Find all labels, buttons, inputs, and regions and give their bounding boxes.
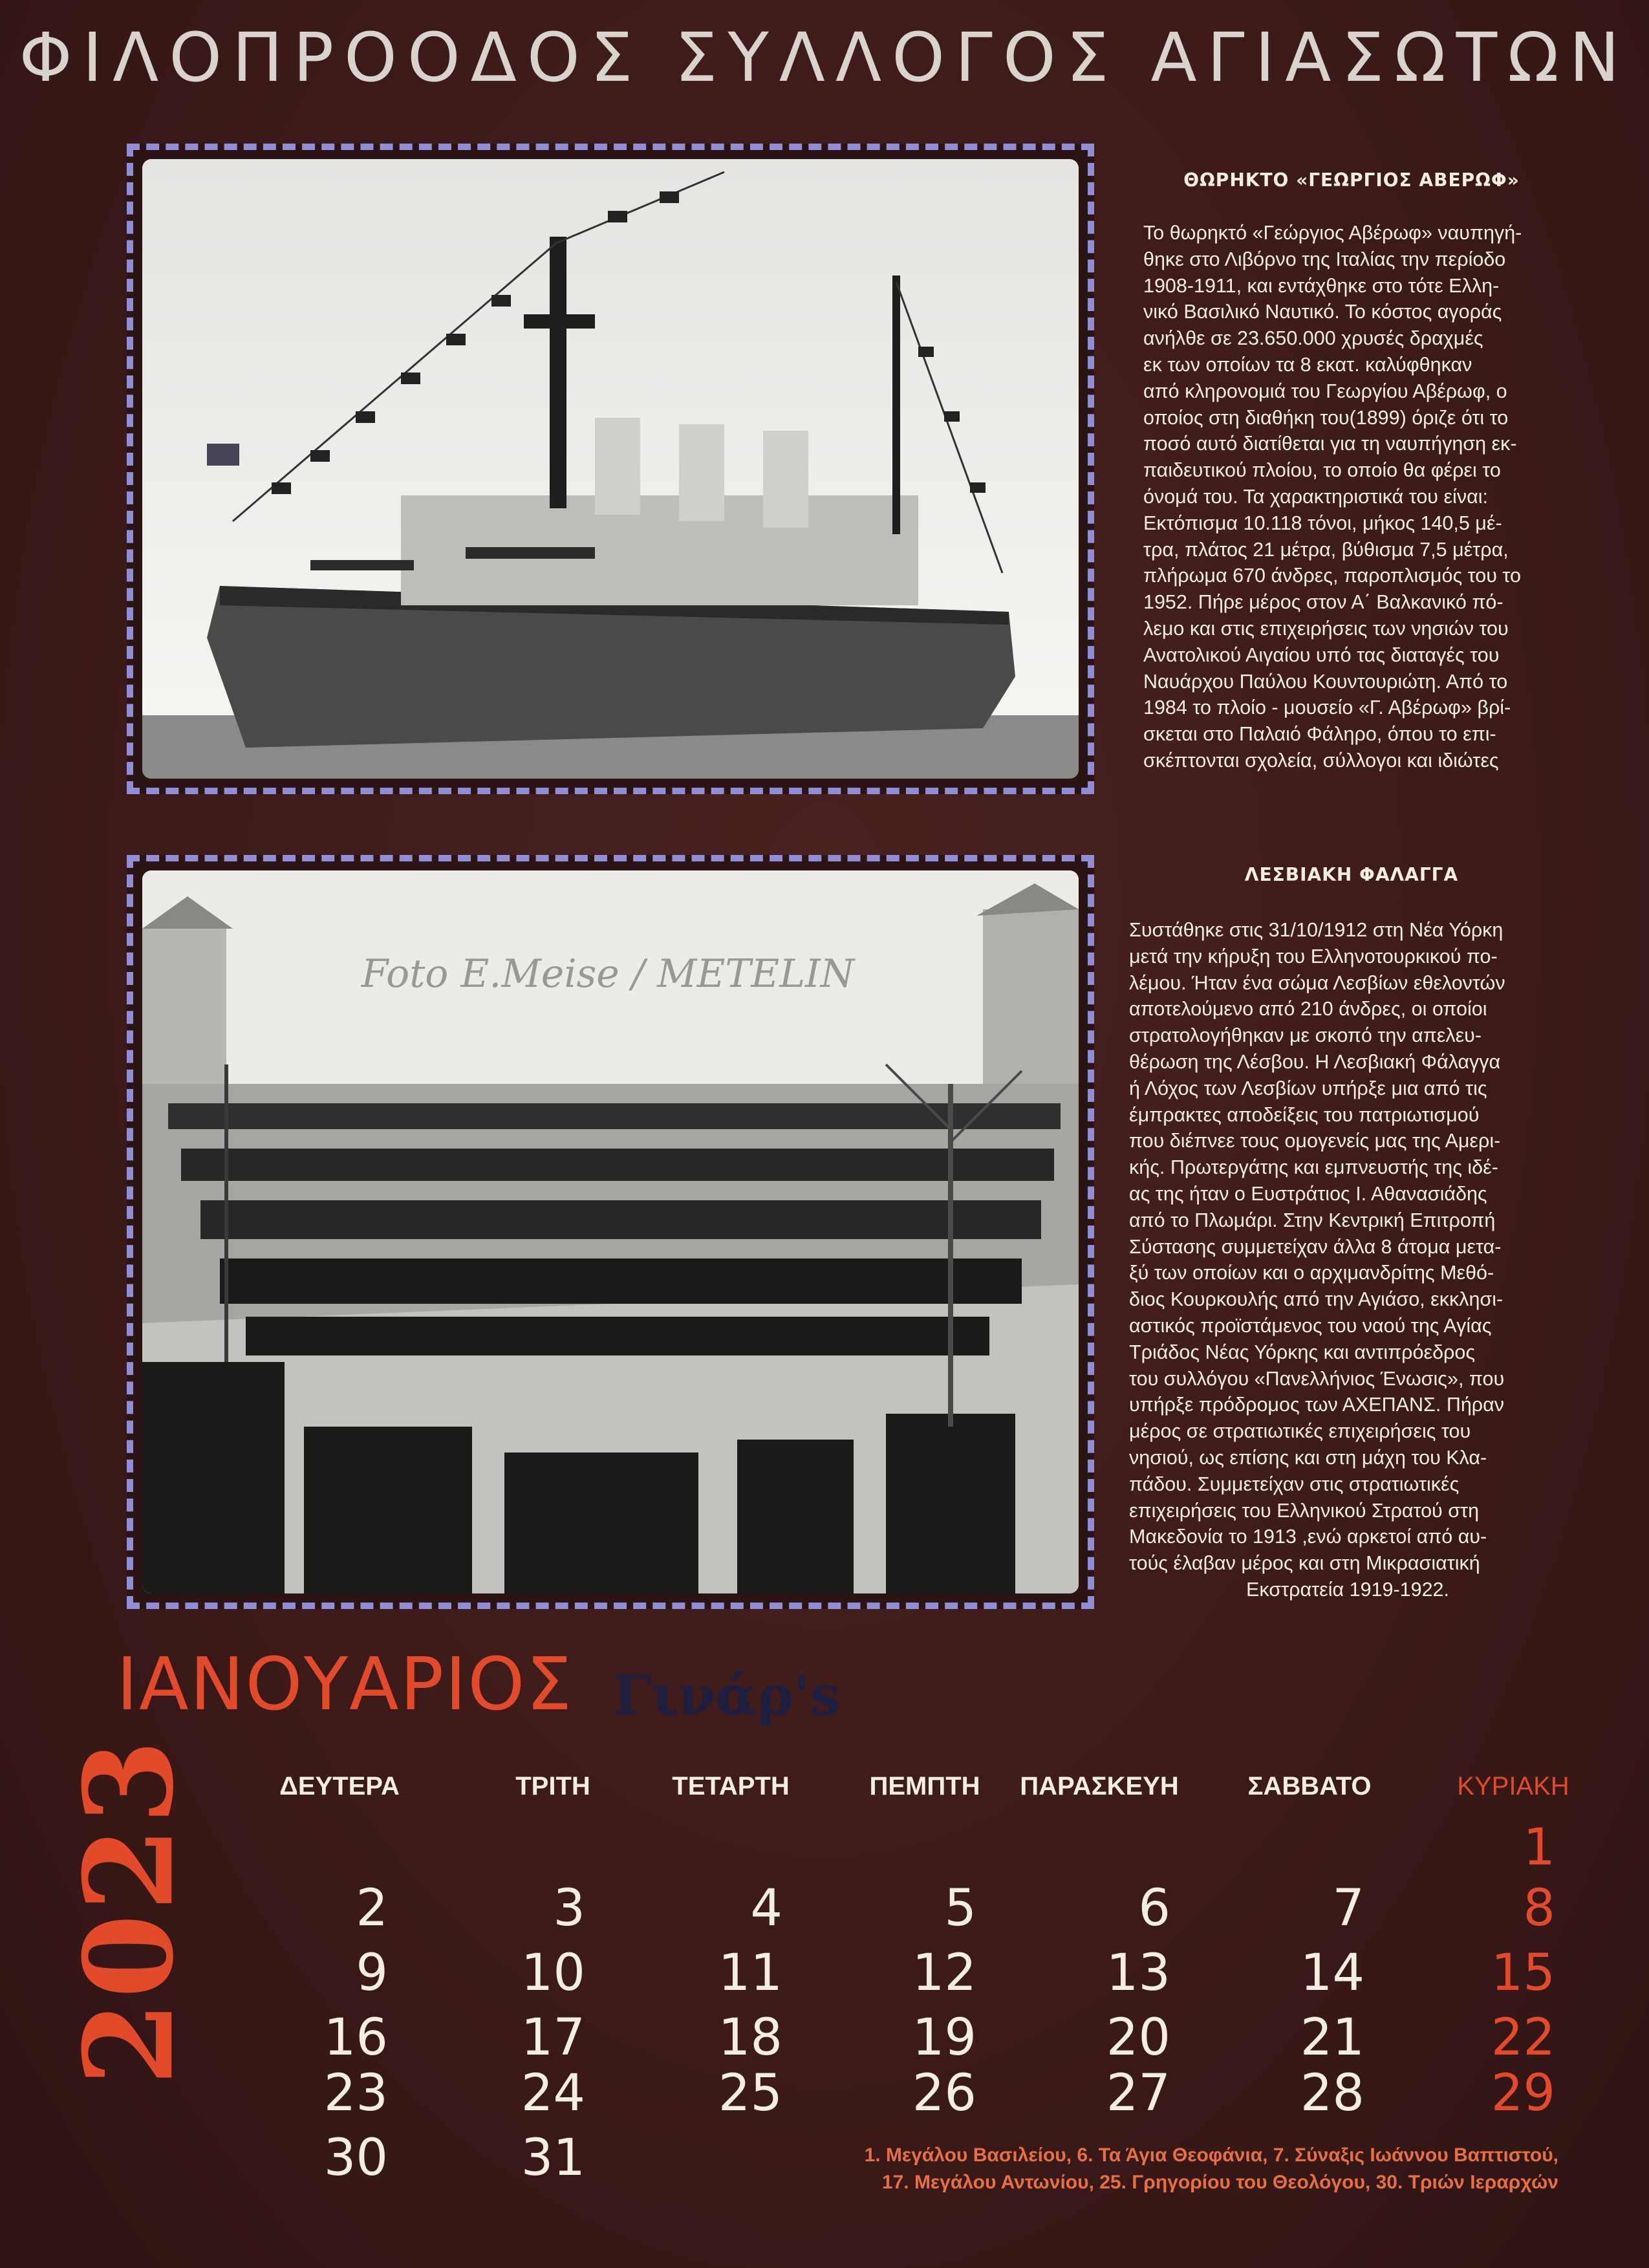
day-cell-sunday: 8 — [1523, 1879, 1555, 1938]
text-line: Το θωρηκτό «Γεώργιος Αβέρωφ» ναυπηγή- — [1143, 222, 1522, 244]
weekday-sunday: ΚΥΡΙΑΚΗ — [1457, 1772, 1569, 1800]
text-line: μετά την κήρυξη του Ελληνοτουρκικού πο- — [1129, 945, 1498, 967]
day-cell-tuesday: 10 — [521, 1944, 585, 2002]
text-line: ας της ήταν ο Ευστράτιος Ι. Αθανασιάδης — [1129, 1182, 1487, 1205]
day-cell-saturday: 28 — [1300, 2064, 1364, 2122]
weekday-monday: ΔΕΥΤΕΡΑ — [279, 1772, 400, 1800]
text-line: Σύστασης συμμετείχαν άλλα 8 άτομα μετα- — [1129, 1235, 1502, 1258]
weekday-friday: ΠΑΡΑΣΚΕΥΗ — [1020, 1772, 1179, 1800]
article-body-averof — [1143, 220, 1570, 774]
text-line: επιχειρήσεις του Ελληνικού Στρατού στη — [1129, 1499, 1480, 1522]
text-line: ανήλθε σε 23.650.000 χρυσές δραχμές — [1143, 327, 1483, 350]
text-line: από κληρονομιά του Γεωργίου Αβέρωφ, ο — [1143, 380, 1507, 402]
text-line: στρατολογήθηκαν με σκοπό την απελευ- — [1129, 1024, 1482, 1047]
day-cell-sunday: 15 — [1491, 1944, 1555, 2002]
text-line: ή Λόχος των Λεσβίων υπήρξε μια από τις — [1129, 1077, 1487, 1099]
day-cell-friday: 13 — [1106, 1944, 1170, 2002]
weekday-wednesday: ΤΕΤΑΡΤΗ — [672, 1772, 790, 1800]
text-line: όνομά του. Τα χαρακτηριστικά του είναι: — [1143, 485, 1488, 508]
day-cell-sunday: 29 — [1491, 2064, 1555, 2122]
day-cell-monday: 30 — [323, 2129, 388, 2187]
text-line: σκεται στο Παλαιό Φάληρο, όπου το επι- — [1143, 723, 1496, 746]
page-title: ΦΙΛΟΠΡΟΟΔΟΣ ΣΥΛΛΟΓΟΣ ΑΓΙΑΣΩΤΩΝ — [19, 18, 1630, 97]
text-line: αποτελούμενο από 210 άνδρες, οι οποίοι — [1129, 998, 1487, 1021]
text-line: Συστάθηκε στις 31/10/1912 στη Νέα Υόρκη — [1129, 919, 1503, 941]
text-line: πλήρωμα 670 άνδρες, παροπλισμός του το — [1143, 565, 1521, 587]
day-cell-friday: 6 — [1138, 1879, 1170, 1938]
photo-frame-phalanx — [127, 855, 1094, 1609]
text-line: τούς έλαβαν μέρος και στη Μικρασιατική — [1129, 1552, 1480, 1575]
day-cell-thursday: 19 — [912, 2009, 976, 2067]
holidays-line: 1. Μεγάλου Βασιλείου, 6. Τα Άγια Θεοφάνια, 7. Σύναξις Ιωάννου Βαπτιστού, — [864, 2144, 1558, 2166]
day-cell-tuesday: 17 — [521, 2009, 585, 2067]
battleship-photo — [142, 159, 1079, 779]
text-line: τρα, πλάτος 21 μέτρα, βύθισμα 7,5 μέτρα, — [1143, 538, 1509, 561]
day-cell-sunday: 22 — [1491, 2009, 1555, 2067]
day-cell-monday: 9 — [356, 1944, 388, 2002]
text-line: 1984 το πλοίο - μουσείο «Γ. Αβέρωφ» βρί- — [1143, 697, 1511, 719]
text-line: πάδου. Συμμετείχαν στις στρατιωτικές — [1129, 1473, 1460, 1495]
article-title-averof: ΘΩΡΗΚΤΟ «ΓΕΩΡΓΙΟΣ ΑΒΕΡΩΦ» — [1183, 169, 1520, 191]
text-line: εκ των οποίων τα 8 εκατ. καλύφθηκαν — [1143, 353, 1472, 376]
text-line: λέμου. Ήταν ένα σώμα Λεσβίων εθελοντών — [1129, 971, 1505, 994]
text-line: κής. Πρωτεργάτης και εμπνευστής της ιδέ- — [1129, 1156, 1498, 1179]
text-line: 1908-1911, και εντάχθηκε στο τότε Ελλη- — [1143, 274, 1500, 297]
text-line: θέρωση της Λέσβου. Η Λεσβιακή Φάλαγγα — [1129, 1050, 1501, 1073]
text-line: Μακεδονία το 1913 ,ενώ αρκετοί από αυ- — [1129, 1526, 1487, 1548]
article-body-phalanx — [1129, 917, 1566, 1603]
text-line: του συλλόγου «Πανελλήνιος Ένωσις», που — [1129, 1367, 1505, 1390]
day-cell-saturday: 7 — [1332, 1879, 1364, 1938]
text-line: ξύ των οποίων και ο αρχιμανδρίτης Μεθό- — [1129, 1262, 1494, 1284]
day-cell-tuesday: 24 — [521, 2064, 585, 2122]
day-cell-thursday: 12 — [912, 1944, 976, 2002]
day-cell-monday: 23 — [323, 2064, 388, 2122]
day-cell-wednesday: 18 — [718, 2009, 782, 2067]
day-cell-friday: 20 — [1106, 2009, 1170, 2067]
text-line: νησιού, ως επίσης και στη μάχη του Κλα- — [1129, 1446, 1487, 1469]
text-line: από το Πλωμάρι. Στην Κεντρική Επιτροπή — [1129, 1209, 1496, 1231]
day-cell-saturday: 14 — [1300, 1944, 1364, 2002]
year-text: 2023 — [58, 1736, 201, 2086]
year-label — [45, 1736, 213, 2086]
text-line: διος Κουρκουλής από την Αγιάσο, εκκλησι- — [1129, 1288, 1503, 1311]
day-cell-monday: 2 — [356, 1879, 388, 1938]
day-cell-thursday: 5 — [944, 1879, 976, 1938]
month-local-name: Γινάρ's — [613, 1663, 841, 1727]
text-line: σκέπτονται σχολεία, σύλλογοι και ιδιώτες — [1143, 749, 1499, 772]
text-line: αστικός προϊστάμενος του ναού της Αγίας — [1129, 1314, 1492, 1337]
day-cell-tuesday: 3 — [553, 1879, 585, 1938]
day-cell-sunday: 1 — [1523, 1819, 1555, 1877]
weekday-thursday: ΠΕΜΠΤΗ — [869, 1772, 980, 1800]
weekday-tuesday: ΤΡΙΤΗ — [515, 1772, 590, 1800]
text-line: οποίος στη διαθήκη του(1899) όριζε ότι το — [1143, 406, 1509, 429]
day-cell-monday: 16 — [323, 2009, 388, 2067]
day-cell-wednesday: 4 — [750, 1879, 782, 1938]
text-line: που διέπνεε τους ομογενείς μας της Αμερι- — [1129, 1130, 1501, 1152]
text-line: παιδευτικού πλοίου, το οποίο θα φέρει το — [1143, 459, 1501, 482]
day-cell-friday: 27 — [1106, 2064, 1170, 2122]
holidays-note — [865, 2142, 1558, 2196]
photo-watermark: Foto E.Meise / METELIN — [361, 951, 855, 997]
text-line: λεμο και στις επιχειρήσεις των νησιών του — [1143, 617, 1509, 640]
text-line: Ναυάρχου Παύλου Κουντουριώτη. Από το — [1143, 670, 1508, 693]
text-line: μέρος σε στρατιωτικές επιχειρήσεις του — [1129, 1420, 1471, 1443]
text-line: ποσό αυτό διατίθεται για τη ναυπήγηση εκ- — [1143, 433, 1517, 455]
text-line: Εκστρατεία 1919-1922. — [1246, 1578, 1449, 1601]
day-cell-saturday: 21 — [1300, 2009, 1364, 2067]
day-cell-wednesday: 25 — [718, 2064, 782, 2122]
text-line: νικό Βασιλικό Ναυτικό. Το κόστος αγοράς — [1143, 301, 1502, 323]
month-name: ΙΑΝΟΥΑΡΙΟΣ — [116, 1643, 574, 1727]
weekday-saturday: ΣΑΒΒΑΤΟ — [1247, 1772, 1372, 1800]
day-cell-wednesday: 11 — [718, 1944, 782, 2002]
text-line: θηκε στο Λιβόρνο της Ιταλίας την περίοδο — [1143, 248, 1506, 270]
day-cell-tuesday: 31 — [521, 2129, 585, 2187]
photo-frame-battleship — [127, 144, 1094, 794]
text-line: υπήρξε πρόδρομος των ΑΧΕΠΑΝΣ. Πήραν — [1129, 1394, 1505, 1416]
phalanx-photo — [142, 870, 1079, 1593]
article-title-phalanx: ΛΕΣΒΙΑΚΗ ΦΑΛΑΓΓΑ — [1244, 864, 1459, 885]
holidays-line: 17. Μεγάλου Αντωνίου, 25. Γρηγορίου του Θεολόγου, 30. Τριών Ιεραρχών — [881, 2172, 1558, 2193]
text-line: 1952. Πήρε μέρος στον Α΄ Βαλκανικό πό- — [1143, 591, 1503, 614]
day-cell-thursday: 26 — [912, 2064, 976, 2122]
text-line: Εκτόπισμα 10.118 τόνοι, μήκος 140,5 μέ- — [1143, 512, 1502, 534]
text-line: έμπρακτες αποδείξεις του πατριωτισμού — [1129, 1103, 1480, 1126]
text-line: Ανατολικού Αιγαίου υπό τας διαταγές του — [1143, 643, 1500, 666]
text-line: Τριάδος Νέας Υόρκης και αντιπρόεδρος — [1129, 1341, 1476, 1363]
